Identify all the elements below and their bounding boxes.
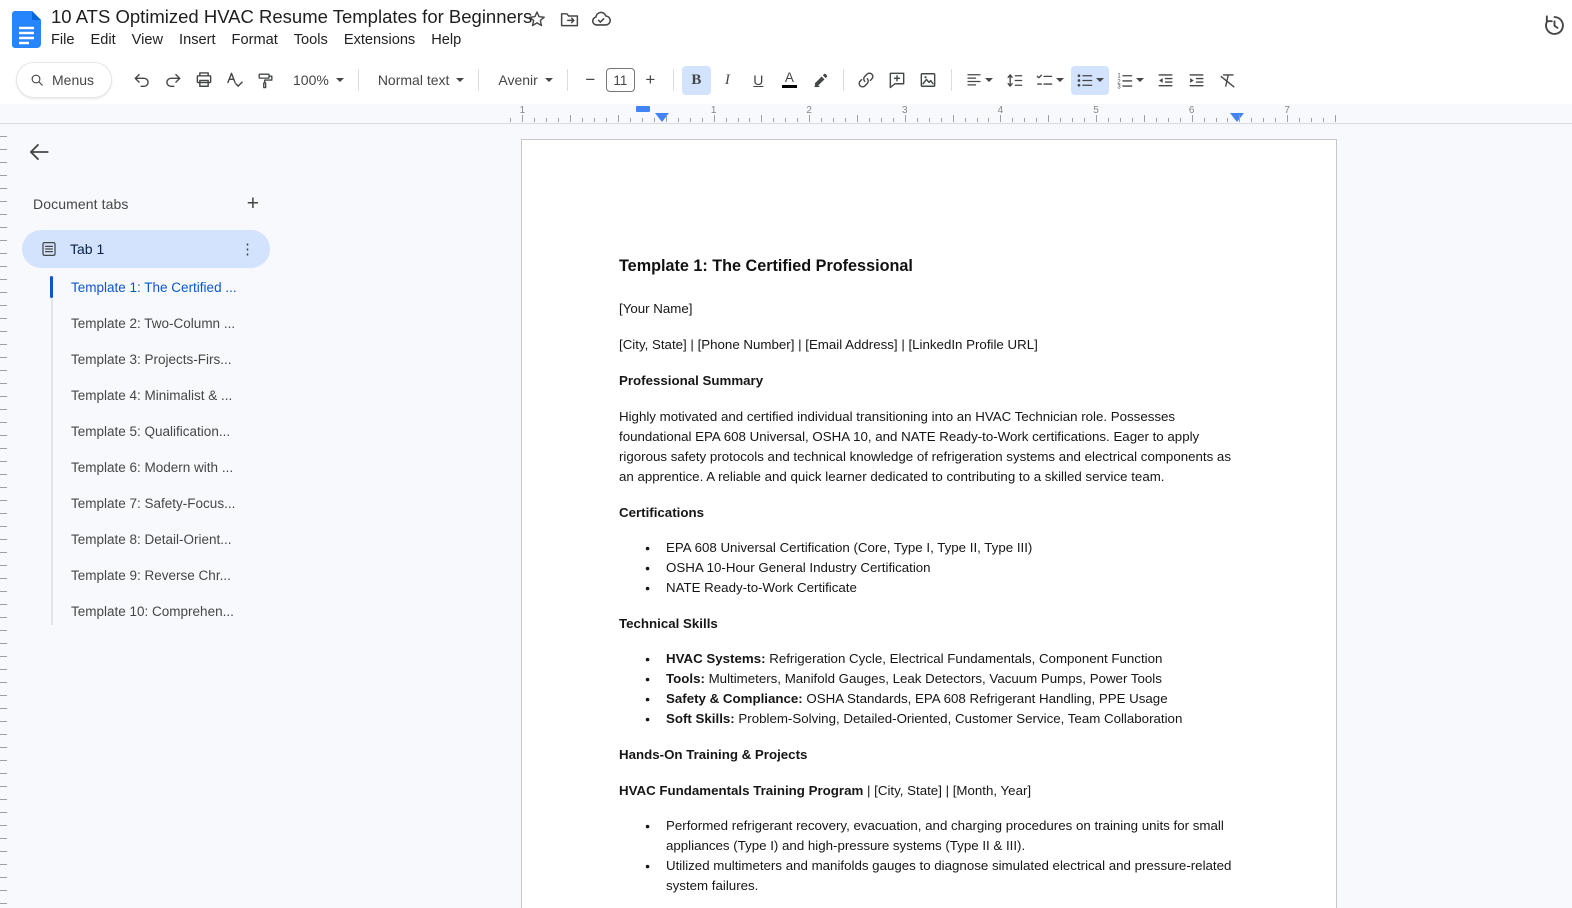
ruler-tick — [1120, 118, 1121, 122]
doc-heading[interactable]: Professional Summary — [619, 373, 764, 388]
ruler-tick — [1096, 115, 1097, 122]
ruler-number: 5 — [1093, 105, 1099, 116]
menu-tools[interactable]: Tools — [293, 32, 328, 48]
svg-text:1: 1 — [1117, 73, 1121, 80]
ruler-tick — [905, 115, 906, 122]
menus-label: Menus — [52, 72, 95, 88]
toolbar-divider — [673, 69, 674, 91]
doc-bullet-item[interactable]: ● HVAC Systems: Refrigeration Cycle, Electrical Fundamentals, Component Function — [619, 649, 1239, 669]
font-size-input[interactable]: 11 — [606, 68, 635, 92]
chevron-down-icon — [1096, 78, 1104, 82]
menu-view[interactable]: View — [131, 32, 164, 48]
document-page[interactable] — [521, 139, 1337, 908]
ruler-tick — [1168, 118, 1169, 122]
menu-extensions[interactable]: Extensions — [343, 32, 416, 48]
bulleted-list-button[interactable] — [1071, 66, 1109, 95]
add-tab-button[interactable]: + — [246, 192, 259, 215]
tab-document-icon — [40, 240, 58, 258]
svg-text:2: 2 — [1117, 78, 1121, 85]
sidebar-item-template-7[interactable]: Template 7: Safety-Focus... — [71, 495, 236, 511]
tab-label: Tab 1 — [70, 241, 105, 257]
ruler-tick — [522, 115, 523, 122]
ruler-tick — [1108, 118, 1109, 122]
ruler-number: 4 — [997, 105, 1004, 116]
highlight-color-button[interactable] — [806, 66, 835, 95]
ruler-tick — [988, 118, 989, 122]
doc-heading[interactable]: Certifications — [619, 505, 704, 520]
ruler-tick — [749, 118, 750, 122]
sidebar-item-template-1[interactable]: Template 1: The Certified ... — [71, 279, 237, 295]
increase-indent-button[interactable] — [1182, 66, 1211, 95]
ruler-tick — [726, 118, 727, 122]
ruler-tick — [881, 118, 882, 122]
ruler-tick — [510, 118, 511, 122]
editor-canvas — [0, 124, 1572, 908]
ruler-tick — [893, 118, 894, 122]
ruler-tick — [1000, 115, 1001, 122]
toolbar-divider — [951, 69, 952, 91]
doc-bullet-item[interactable]: ● Utilized multimeters and manifolds gauges to diagnose simulated electrical and pressure-related system failures. — [619, 856, 1239, 896]
ruler-tick — [1144, 115, 1145, 122]
menu-file[interactable]: File — [51, 32, 75, 48]
google-docs-logo-icon[interactable] — [12, 11, 41, 48]
ruler-number: 1 — [519, 105, 526, 116]
ruler-tick — [977, 118, 978, 122]
checklist-button[interactable] — [1031, 66, 1069, 95]
ruler-tick — [809, 115, 810, 122]
cloud-saved-icon[interactable] — [590, 8, 612, 30]
ruler-number: 3 — [902, 105, 908, 116]
ruler-tick — [1323, 118, 1324, 122]
ruler-tick — [941, 118, 942, 122]
chevron-down-icon — [545, 78, 553, 82]
horizontal-ruler — [0, 104, 1572, 123]
ruler-tick — [1084, 118, 1085, 122]
document-tabs-title: Document tabs — [33, 196, 129, 212]
ruler-tick — [630, 118, 631, 122]
document-title[interactable]: 10 ATS Optimized HVAC Resume Templates for Beginners — [51, 6, 533, 27]
ruler-tick — [546, 118, 547, 122]
doc-bullet-item[interactable]: ● NATE Ready-to-Work Certificate — [619, 578, 1239, 598]
ruler-tick — [773, 118, 774, 122]
ruler-tick — [1216, 118, 1217, 122]
ruler-tick — [738, 118, 739, 122]
ruler-tick — [666, 115, 667, 122]
ruler-tick — [678, 118, 679, 122]
ruler-tick — [690, 118, 691, 122]
toolbar-divider — [567, 69, 568, 91]
print-button[interactable] — [189, 66, 218, 95]
ruler-tick — [965, 118, 966, 122]
right-indent-marker[interactable] — [1230, 113, 1244, 122]
toolbar-divider — [478, 69, 479, 91]
font-family-select[interactable] — [487, 66, 558, 95]
ruler-tick — [1156, 118, 1157, 122]
tab-1-item[interactable] — [22, 230, 270, 268]
toolbar-divider — [358, 69, 359, 91]
spell-check-button[interactable] — [220, 66, 249, 95]
template-outline-list — [0, 269, 300, 629]
doc-bullet-item[interactable]: ● Tools: Multimeters, Manifold Gauges, Leak Detectors, Vacuum Pumps, Power Tools — [619, 669, 1239, 689]
left-indent-marker[interactable] — [655, 113, 669, 122]
style-value: Normal text — [377, 72, 450, 88]
ruler-tick — [1180, 118, 1181, 122]
sidebar-item-template-9[interactable]: Template 9: Reverse Chr... — [71, 567, 231, 583]
menu-bar — [43, 30, 469, 50]
sidebar-item-template-10[interactable]: Template 10: Comprehen... — [71, 603, 234, 619]
svg-text:3: 3 — [1117, 83, 1121, 90]
chevron-down-icon — [1136, 78, 1144, 82]
ruler-tick — [1311, 118, 1312, 122]
ruler-tick — [1072, 118, 1073, 122]
doc-bullet-item[interactable]: ● Soft Skills: Problem-Solving, Detailed-Oriented, Customer Service, Team Collaboration — [619, 709, 1239, 729]
ruler-tick — [845, 118, 846, 122]
undo-button[interactable] — [127, 66, 156, 95]
underline-button[interactable]: U — [753, 72, 764, 88]
ruler-number: 1 — [710, 105, 717, 116]
sidebar-item-template-3[interactable]: Template 3: Projects-Firs... — [71, 351, 232, 367]
ruler-tick — [833, 118, 834, 122]
ruler-tick — [642, 118, 643, 122]
insert-link-icon[interactable] — [852, 66, 881, 95]
chevron-down-icon — [456, 78, 464, 82]
sidebar-item-template-8[interactable]: Template 8: Detail-Orient... — [71, 531, 232, 547]
ruler-tick — [953, 115, 954, 122]
ruler-tick — [1012, 118, 1013, 122]
ruler-tick — [761, 115, 762, 122]
ruler-tick — [582, 118, 583, 122]
move-to-folder-icon[interactable] — [558, 8, 580, 30]
ruler-number: 2 — [806, 105, 812, 116]
line-spacing-button[interactable] — [1000, 66, 1029, 95]
ruler-number: 6 — [1188, 105, 1195, 116]
ruler-tick — [1204, 118, 1205, 122]
font-value: Avenir — [498, 72, 538, 88]
ruler-number: 7 — [1284, 105, 1290, 116]
decrease-indent-button[interactable] — [1151, 66, 1180, 95]
version-history-icon[interactable] — [1541, 12, 1568, 39]
ruler-tick — [1192, 115, 1193, 122]
ruler-tick — [1060, 118, 1061, 122]
clear-formatting-button[interactable] — [1213, 66, 1242, 95]
paint-format-icon[interactable] — [251, 66, 280, 95]
paragraph-style-select[interactable] — [367, 66, 471, 95]
font-size-decrease-button[interactable]: − — [585, 70, 596, 89]
ruler-tick — [869, 118, 870, 122]
star-icon[interactable] — [526, 8, 548, 30]
ruler-tick — [1275, 118, 1276, 122]
doc-bullet-item[interactable]: ● Safety & Compliance: OSHA Standards, EPA 608 Refrigerant Handling, PPE Usage — [619, 689, 1239, 709]
ruler-tick — [929, 118, 930, 122]
numbered-list-button[interactable] — [1111, 66, 1149, 95]
format-toolbar — [0, 57, 1572, 103]
sidebar-item-template-4[interactable]: Template 4: Minimalist & ... — [71, 387, 233, 403]
menu-help[interactable]: Help — [431, 32, 462, 48]
ruler-tick — [714, 115, 715, 122]
ruler-tick — [618, 115, 619, 122]
doc-paragraph[interactable]: Highly motivated and certified individual transitioning into an HVAC Technician role. Possesses foundational EPA 608 Universal, OSHA 10, and NATE Ready-to-Work certifications. Eager to apply rigorous safety protocols and technical knowledge of refrigeration systems and electrical components as an apprentice. A reliable and quick learner dedicated to contributing to a skilled service team. — [619, 409, 1231, 484]
doc-heading[interactable]: Technical Skills — [619, 616, 718, 631]
ruler-tick — [1048, 115, 1049, 122]
sidebar-item-template-6[interactable]: Template 6: Modern with ... — [71, 459, 234, 475]
doc-bullet-list[interactable] — [619, 816, 1239, 896]
ruler-tick — [785, 118, 786, 122]
doc-paragraph[interactable]: HVAC Fundamentals Training Program | [City, State] | [Month, Year] — [619, 783, 1032, 798]
ruler-tick — [1132, 118, 1133, 122]
insert-image-icon[interactable] — [914, 66, 943, 95]
back-arrow-icon[interactable] — [26, 139, 52, 165]
doc-bullet-item[interactable]: ● OSHA 10-Hour General Industry Certification — [619, 558, 1239, 578]
menu-insert[interactable]: Insert — [179, 32, 216, 48]
ruler-tick — [606, 118, 607, 122]
document-content[interactable] — [619, 255, 1239, 896]
ruler-tick — [1251, 118, 1252, 122]
ruler-tick — [1239, 115, 1240, 122]
ruler-tick — [558, 118, 559, 122]
italic-button[interactable]: I — [724, 71, 730, 88]
toolbar-divider — [843, 69, 844, 91]
ruler-tick — [1263, 118, 1264, 122]
font-size-increase-button[interactable]: + — [645, 70, 656, 89]
chevron-down-icon — [985, 78, 993, 82]
ruler-tick — [570, 115, 571, 122]
align-button[interactable] — [960, 66, 998, 95]
doc-bullet-item[interactable]: ● Performed refrigerant recovery, evacuation, and charging procedures on training units for small appliances (Type I) and high-pressure systems (Type II & III). — [619, 816, 1239, 856]
doc-paragraph[interactable]: [City, State] | [Phone Number] | [Email Address] | [LinkedIn Profile URL] — [619, 337, 1038, 352]
ruler-tick — [1036, 118, 1037, 122]
ruler-tick — [702, 118, 703, 122]
add-comment-icon[interactable] — [883, 66, 912, 95]
ruler-tick — [797, 118, 798, 122]
menu-format[interactable]: Format — [231, 32, 278, 48]
bold-button[interactable]: B — [682, 66, 711, 95]
chevron-down-icon — [1056, 78, 1064, 82]
doc-bullet-list[interactable] — [619, 538, 1239, 598]
doc-heading[interactable]: Hands-On Training & Projects — [619, 747, 808, 762]
redo-button[interactable] — [158, 66, 187, 95]
chevron-down-icon — [336, 78, 344, 82]
ruler-tick — [1287, 115, 1288, 122]
ruler-tick — [654, 118, 655, 122]
ruler-tick — [821, 118, 822, 122]
tab-options-icon[interactable]: ⋮ — [240, 241, 256, 258]
ruler-tick — [917, 118, 918, 122]
doc-bullet-item[interactable]: ● EPA 608 Universal Certification (Core, Type I, Type II, Type III) — [619, 538, 1239, 558]
zoom-select[interactable] — [282, 66, 350, 95]
ruler-tick — [534, 118, 535, 122]
sidebar-item-template-5[interactable]: Template 5: Qualification... — [71, 423, 231, 439]
menus-search-button[interactable] — [16, 62, 112, 98]
doc-paragraph[interactable]: [Your Name] — [619, 301, 693, 316]
first-line-indent-marker[interactable] — [636, 106, 650, 112]
zoom-value: 100% — [293, 72, 329, 88]
doc-heading[interactable]: Template 1: The Certified Professional — [619, 257, 913, 275]
doc-bullet-list[interactable] — [619, 649, 1239, 729]
ruler-tick — [1024, 118, 1025, 122]
sidebar-item-template-2[interactable]: Template 2: Two-Column ... — [71, 315, 236, 331]
ruler-tick — [1299, 118, 1300, 122]
text-color-button[interactable]: A — [775, 66, 804, 95]
ruler-tick — [1335, 115, 1336, 122]
search-icon — [29, 72, 45, 88]
ruler-tick — [857, 115, 858, 122]
ruler-tick — [1227, 118, 1228, 122]
ruler-tick — [594, 118, 595, 122]
menu-edit[interactable]: Edit — [90, 32, 116, 48]
